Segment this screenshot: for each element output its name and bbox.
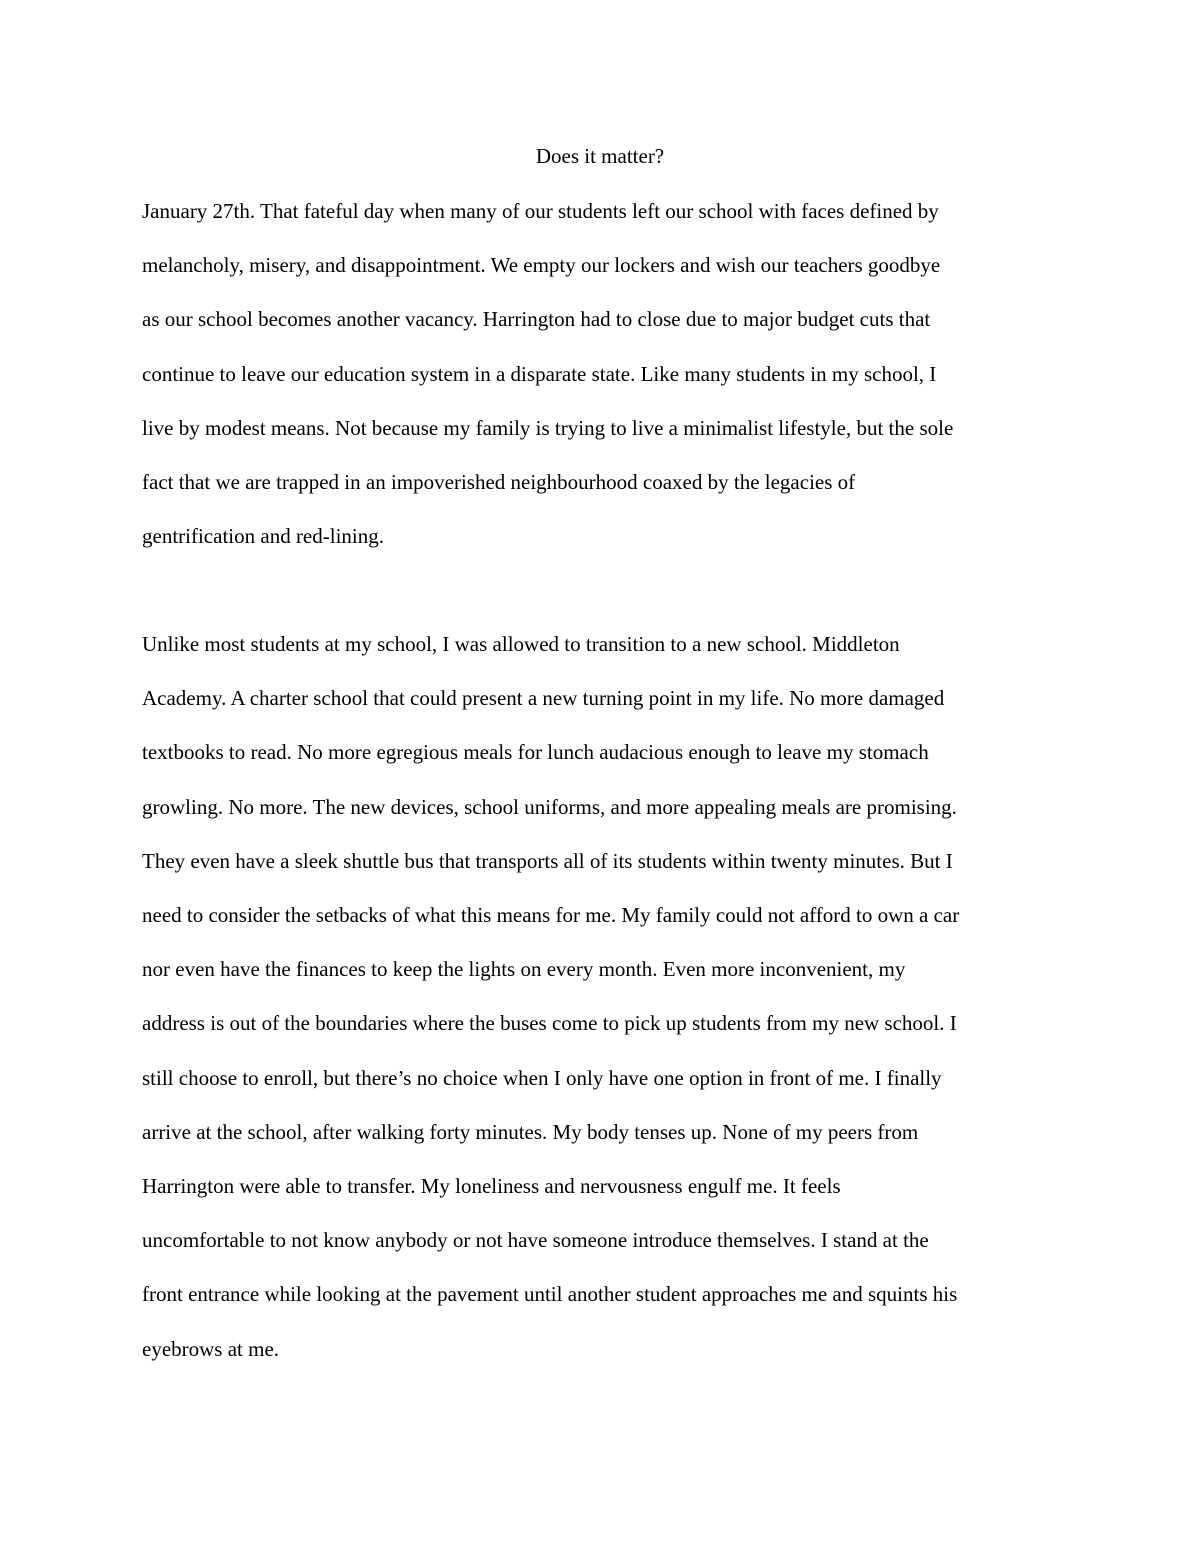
text-line: still choose to enroll, but there’s no choice when I only have one option in front of me. I finally — [142, 1065, 942, 1090]
text-line: January 27th. That fateful day when many of our students left our school with faces defined by — [142, 199, 939, 223]
text-line: Unlike most students at my school, I was allowed to transition to a new school. Middleton — [142, 632, 900, 656]
paragraph-2 — [142, 617, 1072, 1376]
text-line: growling. No more. The new devices, school uniforms, and more appealing meals are promising. — [142, 794, 957, 819]
text-line: eyebrows at me. — [142, 1336, 280, 1361]
text-line: as our school becomes another vacancy. Harrington had to close due to major budget cuts that — [142, 307, 931, 332]
text-line: Academy. A charter school that could present a new turning point in my life. No more damaged — [142, 686, 945, 711]
text-line: live by modest means. Not because my family is trying to live a minimalist lifestyle, but the sole — [142, 415, 954, 440]
text-line: address is out of the boundaries where the buses come to pick up students from my new school. I — [142, 1011, 957, 1036]
text-line: gentrification and red-lining. — [142, 524, 385, 549]
text-line: need to consider the setbacks of what this means for me. My family could not afford to own a car — [142, 903, 960, 928]
text-line: uncomfortable to not know anybody or not have someone introduce themselves. I stand at the — [142, 1228, 929, 1253]
text-line: They even have a sleek shuttle bus that transports all of its students within twenty minutes. But I — [142, 848, 953, 873]
text-line: textbooks to read. No more egregious meals for lunch audacious enough to leave my stomach — [142, 740, 929, 765]
text-line: Harrington were able to transfer. My loneliness and nervousness engulf me. It feels — [142, 1174, 841, 1199]
text-line: front entrance while looking at the pavement until another student approaches me and squints his — [142, 1282, 958, 1307]
text-line: nor even have the finances to keep the lights on every month. Even more inconvenient, my — [142, 957, 906, 982]
document-title: Does it matter? — [535, 144, 665, 168]
paragraph-1 — [142, 184, 1072, 563]
text-line: continue to leave our education system in a disparate state. Like many students in my school, I — [142, 361, 937, 386]
text-line: melancholy, misery, and disappointment. We empty our lockers and wish our teachers goodbye — [142, 253, 941, 278]
text-line: fact that we are trapped in an impoverished neighbourhood coaxed by the legacies of — [142, 470, 856, 495]
text-line: arrive at the school, after walking forty minutes. My body tenses up. None of my peers from — [142, 1119, 919, 1144]
